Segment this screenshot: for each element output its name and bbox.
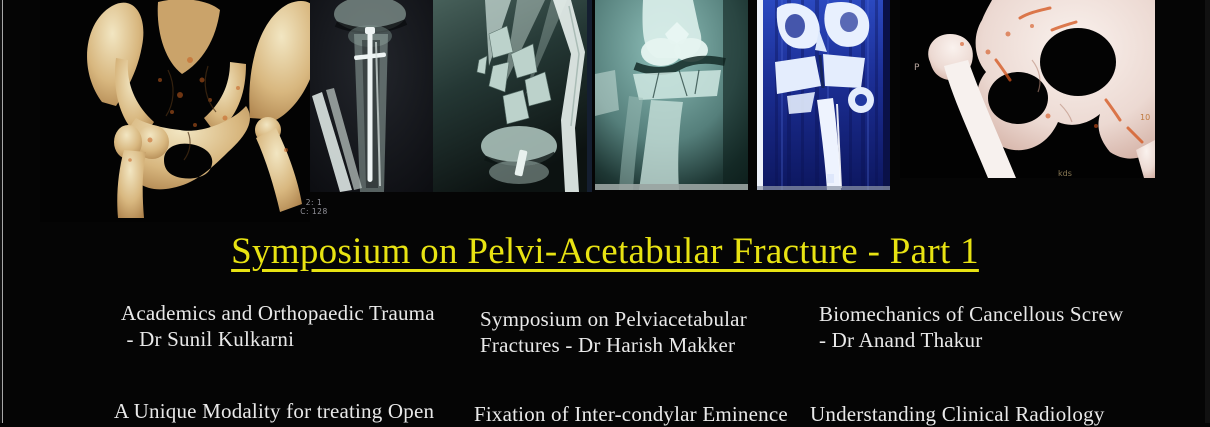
symposium-title-row — [0, 231, 1210, 273]
render-annotation-p: P — [914, 63, 920, 73]
ct-coronal-knee-image — [757, 0, 890, 190]
talk-title: Symposium on Pelviacetabular — [480, 307, 747, 331]
render-annotation-kds: kds — [1058, 169, 1072, 178]
xray-knee-image — [595, 0, 748, 190]
ct-coronal-knee-graphic — [757, 0, 890, 190]
talk-speaker: Fractures - Dr Harish Makker — [480, 333, 736, 357]
right-edge-strip — [1205, 0, 1210, 423]
xray-comminuted-graphic — [433, 0, 592, 192]
xray-zoom-label: 2: 1 — [305, 198, 323, 207]
talk-item-biomechanics-cancellous-screw — [819, 301, 1199, 353]
talk-title: A Unique Modality for treating Open — [114, 399, 435, 423]
talk-item-fixation-intercondylar-eminence — [474, 401, 814, 427]
talk-item-unique-modality-open — [114, 398, 514, 424]
talk-speaker: - Dr Anand Thakur — [819, 328, 983, 352]
3d-ct-pelvis-white-graphic — [900, 0, 1155, 178]
xray-tibia-nail-graphic — [310, 0, 433, 192]
talk-title: Understanding Clinical Radiology — [810, 402, 1105, 426]
talk-item-understanding-clinical-radiology — [810, 401, 1210, 427]
xray-viewer-overlay — [292, 198, 336, 216]
xray-knee-graphic — [595, 0, 748, 190]
xray-tibia-nail-image — [310, 0, 433, 192]
3d-ct-pelvis-gold-graphic — [40, 0, 310, 222]
xray-window-label: C: 128 — [300, 207, 328, 216]
talk-item-symposium-pelviacetabular — [480, 306, 820, 358]
3d-ct-pelvis-white-image — [900, 0, 1155, 178]
talk-title: Academics and Orthopaedic Trauma — [121, 301, 435, 325]
talk-speaker: - Dr Sunil Kulkarni — [121, 327, 295, 351]
symposium-title: Symposium on Pelvi-Acetabular Fracture - Part 1 — [231, 231, 979, 272]
render-annotation-right: 10 — [1140, 113, 1151, 122]
xray-comminuted-image — [433, 0, 592, 192]
3d-ct-pelvis-gold-image — [40, 0, 310, 222]
talk-title: Fixation of Inter-condylar Eminence — [474, 402, 788, 426]
left-edge-line — [2, 0, 3, 423]
talk-title: Biomechanics of Cancellous Screw — [819, 302, 1124, 326]
talk-item-academics-orthopaedic-trauma — [121, 300, 501, 352]
